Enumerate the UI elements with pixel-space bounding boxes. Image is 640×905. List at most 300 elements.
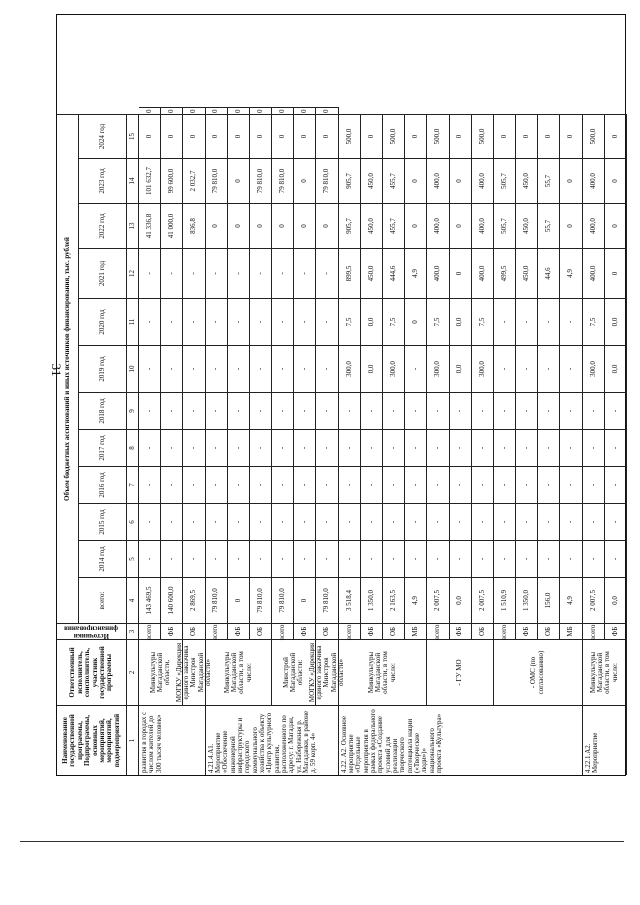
row-10-year-9: 905,7 (339, 203, 361, 248)
row-20-year-5: - (560, 392, 582, 429)
row-17-year-4: - (494, 429, 516, 466)
row-10-year-10: 905,7 (339, 158, 361, 203)
row-7-year-8: - (272, 248, 294, 298)
row-total-8: 0 (294, 577, 316, 623)
row-5-year-9: 0 (228, 203, 250, 248)
row-17-year-2: - (494, 503, 516, 540)
row-7-year-12: 0 (272, 108, 294, 115)
header-colnum-9: 9 (127, 392, 139, 429)
row-1-year-2: - (139, 503, 161, 540)
row-14-year-11: 500,0 (427, 114, 449, 158)
header-colnum-13: 13 (127, 203, 139, 248)
row-22-year-6: 0,0 (605, 345, 627, 392)
row-12-year-8: 444,6 (383, 248, 405, 298)
row-6-year-2: - (250, 503, 272, 540)
row-8-year-1: - (294, 540, 316, 577)
header-colnum-1: 1 (127, 705, 139, 775)
row-total-4: 79 810,0 (206, 577, 228, 623)
row-1-year-8: - (139, 248, 161, 298)
row-14-year-5: - (427, 392, 449, 429)
header-colnum-15: 15 (127, 114, 139, 158)
row-5-year-1: - (228, 540, 250, 577)
row-6-year-11: 0 (250, 114, 272, 158)
row-2-year-6: - (161, 345, 183, 392)
row-8-year-3: - (294, 466, 316, 503)
row-source-2: ФБ (161, 623, 183, 639)
row-15-year-7: 0,0 (450, 298, 472, 345)
row-16-year-4: - (472, 429, 494, 466)
row-10-year-7: 7,5 (339, 298, 361, 345)
row-total-3: 2 869,5 (183, 577, 205, 623)
row-total-12: 2 163,5 (383, 577, 405, 623)
row-13-year-9: 0 (405, 203, 427, 248)
header-source (57, 623, 127, 639)
row-22-year-5: - (605, 392, 627, 429)
row-18-year-9: 450,0 (516, 203, 538, 248)
row-2-year-11: 0 (161, 114, 183, 158)
header-year-9: 2022 год (79, 203, 127, 248)
row-19-year-11: 0 (538, 114, 560, 158)
row-6-year-12: 0 (250, 108, 272, 115)
row-11-year-9: 450,0 (361, 203, 383, 248)
row-source-11: ФБ (361, 623, 383, 639)
row-22-year-8: 0 (605, 248, 627, 298)
row-5-year-12: 0 (228, 108, 250, 115)
row-21-year-4: - (583, 429, 605, 466)
header-colnum-4: 4 (127, 577, 139, 623)
row-10-year-3: - (339, 466, 361, 503)
row-2-year-4: - (161, 429, 183, 466)
row-total-2: 140 600,0 (161, 577, 183, 623)
row-18-year-1: - (516, 540, 538, 577)
row-1-year-4: - (139, 429, 161, 466)
row-21-year-9: 400,0 (583, 203, 605, 248)
row-total-16: 2 007,5 (472, 577, 494, 623)
row-11-year-1: - (361, 540, 383, 577)
header-colnum-12: 12 (127, 248, 139, 298)
row-7-year-6: - (272, 345, 294, 392)
row-19-year-4: - (538, 429, 560, 466)
header-year-7: 2020 год (79, 298, 127, 345)
row-19-year-10: 55,7 (538, 158, 560, 203)
row-12-year-9: 455,7 (383, 203, 405, 248)
row-source-18: ФБ (516, 623, 538, 639)
row-15-year-8: 0 (450, 248, 472, 298)
row-12-year-11: 500,0 (383, 114, 405, 158)
row-15-year-10: 0 (450, 158, 472, 203)
row-6-year-3: - (250, 466, 272, 503)
header-year-4: 2017 год (79, 429, 127, 466)
row-11-year-8: 450,0 (361, 248, 383, 298)
row-9-year-1: - (316, 540, 338, 577)
row-total-22: 0,0 (605, 577, 627, 623)
row-total-9: 79 810,0 (316, 577, 338, 623)
row-4-year-9: 0 (206, 203, 228, 248)
row-13-year-3: - (405, 466, 427, 503)
row-executor-17: - ОМС (по согласованию) (494, 639, 583, 705)
row-9-year-2: - (316, 503, 338, 540)
header-colnum-11: 11 (127, 298, 139, 345)
row-19-year-3: - (538, 466, 560, 503)
row-16-year-1: - (472, 540, 494, 577)
row-22-year-11: 0 (605, 114, 627, 158)
header-year-11: 2024 год (79, 114, 127, 158)
row-6-year-8: - (250, 248, 272, 298)
row-5-year-11: 0 (228, 114, 250, 158)
row-9-year-12: 0 (316, 108, 338, 115)
row-19-year-8: 44,6 (538, 248, 560, 298)
row-source-16: ОБ (472, 623, 494, 639)
header-source-text: Источники финансирования (64, 624, 119, 640)
row-22-year-9: 0 (605, 203, 627, 248)
row-15-year-9: 0 (450, 203, 472, 248)
row-11-year-7: 0,0 (361, 298, 383, 345)
row-7-year-5: - (272, 392, 294, 429)
row-source-5: ФБ (228, 623, 250, 639)
header-year-1: 2014 год (79, 540, 127, 577)
financing-table (56, 14, 626, 776)
row-8-year-7: - (294, 298, 316, 345)
row-17-year-7: - (494, 298, 516, 345)
header-colnum-5: 5 (127, 540, 139, 577)
header-year-3: 2016 год (79, 466, 127, 503)
rotated-sheet (56, 14, 626, 776)
row-8-year-4: - (294, 429, 316, 466)
row-5-year-6: - (228, 345, 250, 392)
row-source-19: ОБ (538, 623, 560, 639)
page-number: 31 (49, 363, 64, 377)
row-19-year-7: - (538, 298, 560, 345)
row-19-year-5: - (538, 392, 560, 429)
row-22-year-3: - (605, 466, 627, 503)
row-14-year-1: - (427, 540, 449, 577)
row-3-year-8: - (183, 248, 205, 298)
row-4-year-10: 79 810,0 (206, 158, 228, 203)
row-21-year-5: - (583, 392, 605, 429)
header-colnum-7: 7 (127, 466, 139, 503)
row-executor-7: Минстрой Магаданской области: (272, 639, 316, 705)
row-12-year-4: - (383, 429, 405, 466)
header-colnum-8: 8 (127, 429, 139, 466)
row-executor-1: Минкультуры Магаданской области, (139, 639, 183, 705)
row-2-year-1: - (161, 540, 183, 577)
row-source-20: МБ (560, 623, 582, 639)
bottom-rule (20, 841, 624, 842)
row-1-year-9: 41 336,8 (139, 203, 161, 248)
row-15-year-1: - (450, 540, 472, 577)
row-15-year-11: 0 (450, 114, 472, 158)
row-10-year-5: - (339, 392, 361, 429)
row-1-year-7: - (139, 298, 161, 345)
row-8-year-11: 0 (294, 114, 316, 158)
row-4-year-6: - (206, 345, 228, 392)
row-14-year-4: - (427, 429, 449, 466)
row-15-year-2: - (450, 503, 472, 540)
row-15-year-6: 0,0 (450, 345, 472, 392)
header-colnum-14: 14 (127, 158, 139, 203)
row-total-19: 156,0 (538, 577, 560, 623)
row-6-year-6: - (250, 345, 272, 392)
row-9-year-5: - (316, 392, 338, 429)
row-15-year-4: - (450, 429, 472, 466)
row-2-year-8: - (161, 248, 183, 298)
header-year-8: 2021 год (79, 248, 127, 298)
row-4-year-12: 0 (206, 108, 228, 115)
row-5-year-7: - (228, 298, 250, 345)
row-8-year-5: - (294, 392, 316, 429)
row-20-year-2: - (560, 503, 582, 540)
row-source-17: всего: (494, 623, 516, 639)
row-source-7: всего: (272, 623, 294, 639)
row-8-year-12: 0 (294, 108, 316, 115)
row-12-year-3: - (383, 466, 405, 503)
header-group-title: Объем бюджетных ассигнований и иных источников финансирования, тыс. рублей (57, 114, 79, 623)
row-7-year-1: - (272, 540, 294, 577)
row-12-year-7: 7,5 (383, 298, 405, 345)
row-total-1: 143 469,5 (139, 577, 161, 623)
row-4-year-5: - (206, 392, 228, 429)
row-9-year-6: - (316, 345, 338, 392)
row-21-year-8: 400,0 (583, 248, 605, 298)
row-1-year-11: 0 (139, 114, 161, 158)
row-17-year-9: 505,7 (494, 203, 516, 248)
row-7-year-9: 0 (272, 203, 294, 248)
row-8-year-2: - (294, 503, 316, 540)
row-15-year-5: - (450, 392, 472, 429)
row-name-21: 4.22.1.А2. Мероприятие (583, 705, 627, 775)
row-2-year-2: - (161, 503, 183, 540)
row-22-year-1: - (605, 540, 627, 577)
row-executor-14: - ГУ МО (427, 639, 494, 705)
row-3-year-3: - (183, 466, 205, 503)
row-10-year-8: 899,5 (339, 248, 361, 298)
row-20-year-9: 0 (560, 203, 582, 248)
header-executor: Ответственный исполнитель, соисполнитель, участник государственной программы (57, 639, 127, 705)
row-11-year-6: 0,0 (361, 345, 383, 392)
row-source-3: ОБ (183, 623, 205, 639)
header-total: всего: (79, 577, 127, 623)
row-source-8: ФБ (294, 623, 316, 639)
row-4-year-11: 0 (206, 114, 228, 158)
row-13-year-5: - (405, 392, 427, 429)
row-9-year-10: 79 810,0 (316, 158, 338, 203)
row-6-year-1: - (250, 540, 272, 577)
row-1-year-12: 0 (139, 108, 161, 115)
row-source-12: ОБ (383, 623, 405, 639)
row-17-year-10: 505,7 (494, 158, 516, 203)
row-9-year-7: - (316, 298, 338, 345)
row-2-year-5: - (161, 392, 183, 429)
row-12-year-10: 455,7 (383, 158, 405, 203)
row-21-year-1: - (583, 540, 605, 577)
row-4-year-3: - (206, 466, 228, 503)
row-6-year-5: - (250, 392, 272, 429)
row-20-year-11: 0 (560, 114, 582, 158)
row-19-year-6: - (538, 345, 560, 392)
row-19-year-9: 55,7 (538, 203, 560, 248)
row-source-22: ФБ (605, 623, 627, 639)
row-18-year-6: - (516, 345, 538, 392)
row-4-year-2: - (206, 503, 228, 540)
row-19-year-1: - (538, 540, 560, 577)
row-18-year-11: 0 (516, 114, 538, 158)
row-12-year-5: - (383, 392, 405, 429)
row-21-year-7: 7,5 (583, 298, 605, 345)
row-7-year-11: 0 (272, 114, 294, 158)
row-1-year-3: - (139, 466, 161, 503)
row-3-year-7: - (183, 298, 205, 345)
row-2-year-12: 0 (161, 108, 183, 115)
row-13-year-8: 4,9 (405, 248, 427, 298)
row-16-year-7: 7,5 (472, 298, 494, 345)
row-15-year-3: - (450, 466, 472, 503)
row-21-year-3: - (583, 466, 605, 503)
row-4-year-8: - (206, 248, 228, 298)
row-18-year-7: - (516, 298, 538, 345)
row-20-year-3: - (560, 466, 582, 503)
row-total-20: 4,9 (560, 577, 582, 623)
row-18-year-8: 450,0 (516, 248, 538, 298)
row-14-year-10: 400,0 (427, 158, 449, 203)
row-executor-4: Минкультуры Магаданской области, в том числе: (206, 639, 273, 705)
row-3-year-1: - (183, 540, 205, 577)
row-total-7: 79 810,0 (272, 577, 294, 623)
row-source-14: всего: (427, 623, 449, 639)
row-source-13: МБ (405, 623, 427, 639)
row-11-year-2: - (361, 503, 383, 540)
row-2-year-9: 41 000,0 (161, 203, 183, 248)
row-17-year-11: 0 (494, 114, 516, 158)
row-16-year-6: 300,0 (472, 345, 494, 392)
header-colnum-6: 6 (127, 503, 139, 540)
row-3-year-6: - (183, 345, 205, 392)
row-3-year-5: - (183, 392, 205, 429)
row-13-year-4: - (405, 429, 427, 466)
row-5-year-4: - (228, 429, 250, 466)
row-1-year-6: - (139, 345, 161, 392)
row-10-year-4: - (339, 429, 361, 466)
row-5-year-8: - (228, 248, 250, 298)
header-year-10: 2023 год (79, 158, 127, 203)
row-18-year-3: - (516, 466, 538, 503)
row-name-1: развития в городах с числом жителей до 300 тысяч человек» (139, 705, 206, 775)
row-total-10: 3 518,4 (339, 577, 361, 623)
row-20-year-8: 4,9 (560, 248, 582, 298)
row-17-year-8: 499,5 (494, 248, 516, 298)
row-1-year-10: 101 632,7 (139, 158, 161, 203)
row-12-year-2: - (383, 503, 405, 540)
row-source-10: всего: (339, 623, 361, 639)
row-9-year-11: 0 (316, 114, 338, 158)
header-colnum-2: 2 (127, 639, 139, 705)
row-6-year-10: 79 810,0 (250, 158, 272, 203)
row-4-year-7: - (206, 298, 228, 345)
row-17-year-6: - (494, 345, 516, 392)
row-7-year-10: 79 810,0 (272, 158, 294, 203)
row-20-year-10: 0 (560, 158, 582, 203)
row-source-9: ОБ (316, 623, 338, 639)
row-7-year-3: - (272, 466, 294, 503)
row-16-year-9: 400,0 (472, 203, 494, 248)
row-12-year-1: - (383, 540, 405, 577)
row-executor-21: Минкультуры Магаданской области, в том числе: (583, 639, 627, 705)
row-20-year-7: - (560, 298, 582, 345)
row-3-year-11: 0 (183, 114, 205, 158)
row-17-year-3: - (494, 466, 516, 503)
row-9-year-8: - (316, 248, 338, 298)
row-11-year-5: - (361, 392, 383, 429)
row-total-6: 79 810,0 (250, 577, 272, 623)
row-21-year-11: 500,0 (583, 114, 605, 158)
row-7-year-7: - (272, 298, 294, 345)
row-total-15: 0,0 (450, 577, 472, 623)
row-22-year-2: - (605, 503, 627, 540)
header-year-5: 2018 год (79, 392, 127, 429)
row-source-4: всего: (206, 623, 228, 639)
row-19-year-2: - (538, 503, 560, 540)
row-16-year-3: - (472, 466, 494, 503)
row-9-year-4: - (316, 429, 338, 466)
row-8-year-9: 0 (294, 203, 316, 248)
row-7-year-4: - (272, 429, 294, 466)
row-14-year-3: - (427, 466, 449, 503)
row-5-year-5: - (228, 392, 250, 429)
row-10-year-2: - (339, 503, 361, 540)
row-11-year-10: 450,0 (361, 158, 383, 203)
row-1-year-5: - (139, 392, 161, 429)
row-8-year-8: - (294, 248, 316, 298)
row-10-year-1: - (339, 540, 361, 577)
row-7-year-2: - (272, 503, 294, 540)
row-6-year-9: 0 (250, 203, 272, 248)
row-total-17: 1 510,9 (494, 577, 516, 623)
row-20-year-1: - (560, 540, 582, 577)
row-11-year-4: - (361, 429, 383, 466)
row-13-year-11: 0 (405, 114, 427, 158)
row-16-year-10: 400,0 (472, 158, 494, 203)
row-13-year-6: - (405, 345, 427, 392)
row-executor-3: МОГКУ «Дирекция единого заказчика Минстроя Магаданской области» (183, 639, 205, 705)
row-2-year-7: - (161, 298, 183, 345)
row-13-year-10: 0 (405, 158, 427, 203)
row-source-21: всего: (583, 623, 605, 639)
row-20-year-4: - (560, 429, 582, 466)
row-total-5: 0 (228, 577, 250, 623)
row-source-1: всего: (139, 623, 161, 639)
row-21-year-10: 400,0 (583, 158, 605, 203)
row-2-year-10: 99 600,0 (161, 158, 183, 203)
row-21-year-6: 300,0 (583, 345, 605, 392)
row-10-year-6: 300,0 (339, 345, 361, 392)
row-9-year-3: - (316, 466, 338, 503)
row-13-year-2: - (405, 503, 427, 540)
row-3-year-10: 2 032,7 (183, 158, 205, 203)
row-3-year-12: 0 (183, 108, 205, 115)
header-year-2: 2015 год (79, 503, 127, 540)
row-5-year-10: 0 (228, 158, 250, 203)
row-executor-9: МОГКУ «Дирекция единого заказчика Минстроя Магаданской области» (316, 639, 338, 705)
row-5-year-3: - (228, 466, 250, 503)
header-name: Наименование государственной программы, Подпрограммы, основных мероприятий, мероприятий, подмероприятий (57, 705, 127, 775)
header-colnum-10: 10 (127, 345, 139, 392)
row-total-13: 4,9 (405, 577, 427, 623)
row-13-year-1: - (405, 540, 427, 577)
row-20-year-6: - (560, 345, 582, 392)
row-8-year-10: 0 (294, 158, 316, 203)
header-colnum-3: 3 (127, 623, 139, 639)
row-6-year-4: - (250, 429, 272, 466)
row-name-10: 4.22. А2. Основное мероприятие «Отдельные мероприятия в рамках федерального проекта «Создание условий для реализации творческого потенциала нации («Творческие люди»)» национального проекта «Культура» (339, 705, 583, 775)
